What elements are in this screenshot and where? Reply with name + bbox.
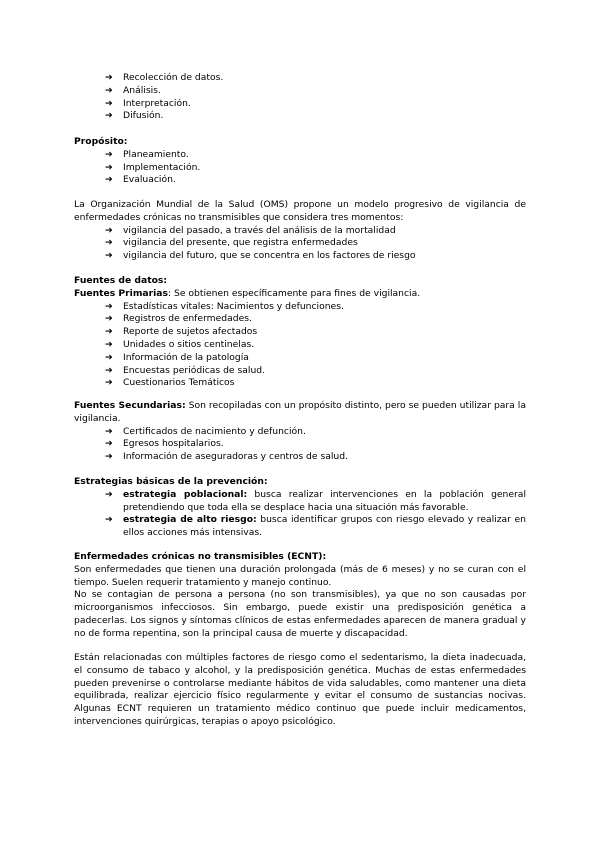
list-item: ➔ estrategia poblacional: busca realizar intervenciones en la población general pretendiendo que toda ella se desplace hacia una situación más favorable. xyxy=(105,488,526,513)
list-item: ➔ Información de la patología xyxy=(105,351,249,363)
method-steps-list xyxy=(74,72,526,123)
list-item: ➔ Cuestionarios Temáticos xyxy=(105,377,235,389)
list-item: ➔ vigilancia del presente, que registra enfermedades xyxy=(105,237,358,249)
arrow-icon: ➔ xyxy=(105,110,113,122)
list-item: ➔ vigilancia del pasado, a través del análisis de la mortalidad xyxy=(105,224,396,236)
proposito-heading: Propósito: xyxy=(74,136,128,147)
list-item: ➔ vigilancia del futuro, que se concentra en los factores de riesgo xyxy=(105,250,416,262)
list-item: ➔ Análisis. xyxy=(105,84,161,96)
arrow-icon: ➔ xyxy=(105,488,113,500)
list-item: ➔ Difusión. xyxy=(105,110,164,122)
arrow-icon: ➔ xyxy=(105,351,113,363)
arrow-icon: ➔ xyxy=(105,161,113,173)
arrow-icon: ➔ xyxy=(105,451,113,463)
ecnt-section-2 xyxy=(74,652,526,729)
arrow-icon: ➔ xyxy=(105,338,113,350)
list-item: ➔ Información de aseguradoras y centros de salud. xyxy=(105,451,348,463)
arrow-icon: ➔ xyxy=(105,72,113,83)
proposito-list xyxy=(74,149,526,187)
method-steps-section xyxy=(74,72,526,123)
list-item: ➔ Planeamiento. xyxy=(105,148,189,160)
oms-intro: La Organización Mundial de la Salud (OMS) propone un modelo progresivo de vigilancia de enfermedades crónicas no transmisibles que considera tres momentos: xyxy=(74,199,526,223)
arrow-icon: ➔ xyxy=(105,364,113,376)
list-item: ➔ Estadísticas vitales: Nacimientos y defunciones. xyxy=(105,300,344,312)
list-item: ➔ Encuestas periódicas de salud. xyxy=(105,364,266,376)
estrategias-list xyxy=(74,489,526,540)
oms-list xyxy=(74,225,526,263)
ecnt-section xyxy=(74,551,526,641)
arrow-icon: ➔ xyxy=(105,425,113,437)
arrow-icon: ➔ xyxy=(105,438,113,450)
arrow-icon: ➔ xyxy=(105,148,113,160)
arrow-icon: ➔ xyxy=(105,300,113,312)
list-item: ➔ Implementación. xyxy=(105,161,201,173)
list-item: ➔ Egresos hospitalarios. xyxy=(105,438,224,450)
arrow-icon: ➔ xyxy=(105,250,113,262)
ecnt-paragraph-3: Están relacionadas con múltiples factores de riesgo como el sedentarismo, la dieta inadecuada, el consumo de tabaco y alcohol, y la predisposición genética. Muchas de estas enfermedades pueden prevenirse o controlarse mediante hábitos de vida saludables, como mantener una dieta equilibrada, realizar ejercicio físico regularmente y evitar el consumo de sustancias nocivas. Algunas ECNT requieren un tratamiento médico continuo que puede incluir medicamentos, intervenciones quirúrgicas, terapias o apoyo psicológico. xyxy=(74,652,526,727)
list-item: ➔ Recolección de datos. xyxy=(105,72,224,83)
arrow-icon: ➔ xyxy=(105,326,113,338)
ecnt-paragraph-2: No se contagian de persona a persona (no son transmisibles), ya que no son causadas por microorganismos infecciosos. Sin embargo, puede existir una predisposición genética a padecerlas. Los signos y síntomas clínicos de estas enfermedades aparecen de manera gradual y no de forma repentina, son la principal causa de muerte y discapacidad. xyxy=(74,589,526,639)
ecnt-heading: Enfermedades crónicas no transmisibles (ECNT): xyxy=(74,551,327,562)
fuentes-secundarias-list xyxy=(74,426,526,464)
fuentes-primarias-list xyxy=(74,301,526,391)
list-item: ➔ Registros de enfermedades. xyxy=(105,313,252,325)
oms-section xyxy=(74,199,526,263)
list-item: ➔ Certificados de nacimiento y defunción. xyxy=(105,425,306,437)
fuentes-section xyxy=(74,275,526,390)
proposito-section xyxy=(74,136,526,187)
arrow-icon: ➔ xyxy=(105,84,113,96)
arrow-icon: ➔ xyxy=(105,97,113,109)
list-item: ➔ estrategia de alto riesgo: busca identificar grupos con riesgo elevado y realizar en ellos acciones más intensivas. xyxy=(105,514,526,539)
fuentes-secundarias: Fuentes Secundarias: Son recopiladas con un propósito distinto, pero se pueden utilizar para la vigilancia. xyxy=(74,400,526,424)
arrow-icon: ➔ xyxy=(105,514,113,526)
arrow-icon: ➔ xyxy=(105,377,113,389)
ecnt-paragraph-1: Son enfermedades que tienen una duración prolongada (más de 6 meses) y no se curan con el tiempo. Suelen requerir tratamiento y manejo continuo. xyxy=(74,563,526,588)
list-item: ➔ Unidades o sitios centinelas. xyxy=(105,338,255,350)
estrategias-section xyxy=(74,476,526,540)
arrow-icon: ➔ xyxy=(105,313,113,325)
arrow-icon: ➔ xyxy=(105,237,113,249)
list-item: ➔ Interpretación. xyxy=(105,97,191,109)
estrategias-heading: Estrategias básicas de la prevención: xyxy=(74,476,268,487)
arrow-icon: ➔ xyxy=(105,224,113,236)
fuentes-secundarias-section xyxy=(74,400,526,464)
fuentes-primarias: Fuentes Primarias: Se obtienen específicamente para fines de vigilancia. xyxy=(74,287,421,299)
fuentes-heading: Fuentes de datos: xyxy=(74,275,168,286)
arrow-icon: ➔ xyxy=(105,174,113,186)
list-item: ➔ Evaluación. xyxy=(105,174,176,186)
list-item: ➔ Reporte de sujetos afectados xyxy=(105,326,258,338)
